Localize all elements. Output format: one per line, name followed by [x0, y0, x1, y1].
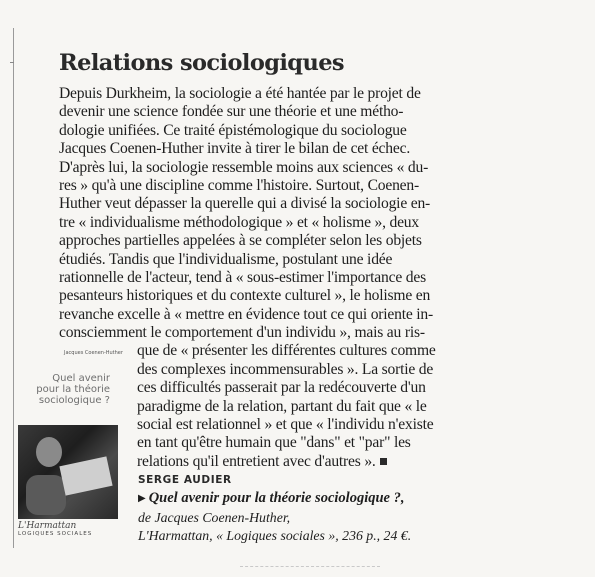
- body-line-wrapped: social est relationnel » et que « l'individu n'existe: [137, 416, 434, 434]
- body-line: approches partielles appelées à se compléter selon les objets: [59, 232, 422, 250]
- body-line: consciemment le comportement d'un individu », mais au ris-: [59, 324, 425, 342]
- article-author: SERGE AUDIER: [138, 474, 232, 486]
- body-line: Huther veut dépasser la querelle qui a divisé la sociologie en-: [59, 195, 431, 213]
- body-line: étudiés. Tandis que l'individualisme, postulant une idée: [59, 250, 393, 268]
- body-line: Jacques Coenen-Huther invite à tirer le bilan de cet échec.: [59, 140, 411, 158]
- body-line: Depuis Durkheim, la sociologie a été hantée par le projet de: [59, 85, 421, 102]
- cover-publisher-logo: L'Harmattan: [18, 521, 77, 531]
- arrow-right-icon: ▶: [138, 493, 146, 504]
- body-line: pesanteurs historiques et du contexte culturel », le holisme en: [59, 287, 431, 305]
- body-line: revanche excelle à « mettre en évidence tout ce qui oriente in-: [59, 305, 434, 323]
- body-line: tre « individualisme méthodologique » et « holisme », deux: [59, 213, 419, 231]
- body-line-wrapped: relations qu'il entretient avec d'autres ».: [59, 453, 489, 471]
- body-line-wrapped: que de « présenter les différentes cultures comme: [137, 342, 436, 360]
- body-line: rationnelle de l'acteur, tend à « sous-estimer l'importance des: [59, 268, 426, 286]
- article-title: Relations sociologiques: [59, 50, 344, 76]
- body-line-wrapped: paradigme de la relation, partant du fait que « le: [137, 397, 427, 415]
- body-line-wrapped: ces difficultés passerait par la redécouverte d'un: [137, 379, 426, 397]
- book-publisher-line: L'Harmattan, « Logiques sociales », 236 p., 24 €.: [138, 528, 412, 544]
- cover-title: Quel avenir pour la théorie sociologique ?: [36, 373, 110, 406]
- body-line: D'après lui, la sociologie ressemble moins aux sciences « du-: [59, 158, 429, 176]
- body-line: res » qu'à une discipline comme l'histoire. Surtout, Coenen-: [59, 176, 419, 194]
- body-line: dologie unifiées. Ce traité épistémologique du sociologue: [59, 121, 407, 139]
- book-title: Quel avenir pour la théorie sociologique ?,: [148, 490, 405, 506]
- book-cover: [18, 345, 122, 541]
- body-line-wrapped: des complexes incommensurables ». La sortie de: [137, 360, 434, 378]
- cover-collection: LOGIQUES SOCIALES: [18, 531, 93, 537]
- body-line: devenir une science fondée sur une théorie et une métho-: [59, 103, 404, 121]
- body-line-wrapped: en tant qu'être humain que "dans" et "par" les: [137, 434, 411, 452]
- book-reference: [138, 489, 411, 546]
- column-rule-tick: [10, 62, 14, 63]
- article-body: [59, 85, 489, 471]
- cover-photo: [18, 425, 118, 519]
- column-rule: [13, 28, 14, 548]
- cover-author: Jacques Coenen-Huther: [64, 350, 123, 356]
- scan-artifact: [240, 566, 380, 569]
- book-author-line: de Jacques Coenen-Huther,: [138, 509, 291, 525]
